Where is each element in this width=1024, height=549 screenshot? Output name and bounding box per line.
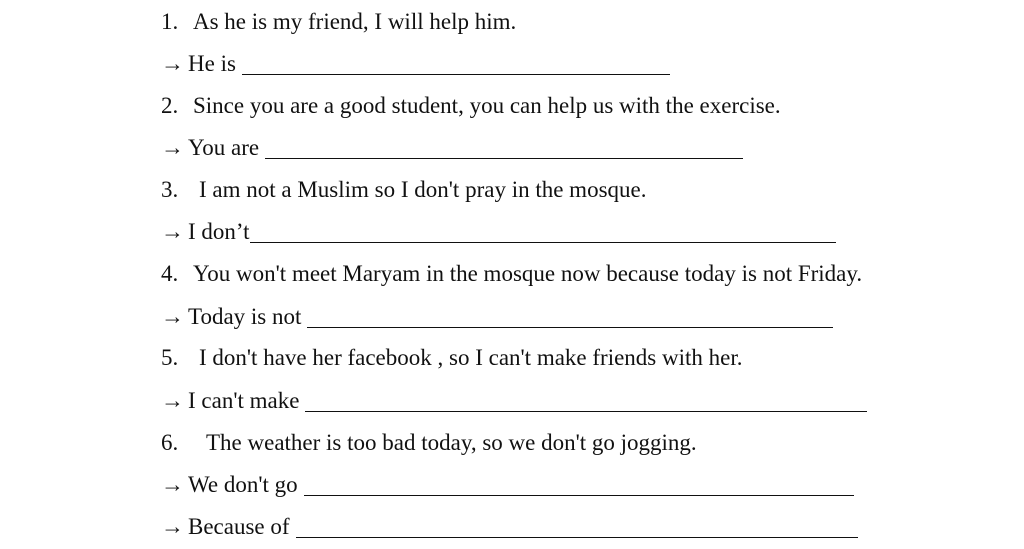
answer-line-2 <box>161 131 743 165</box>
exercise-3 <box>161 173 646 207</box>
exercise-number: 4. <box>161 261 179 286</box>
answer-line-5 <box>161 384 867 418</box>
exercise-sentence: You won't meet Maryam in the mosque now because today is not Friday. <box>193 261 863 286</box>
answer-blank[interactable] <box>307 305 833 328</box>
exercise-4 <box>161 257 862 291</box>
exercise-sentence: The weather is too bad today, so we don't go jogging. <box>206 430 697 455</box>
exercise-1 <box>161 5 516 39</box>
answer-prompt: Because of <box>188 514 290 539</box>
exercise-number: 1. <box>161 9 179 34</box>
answer-blank[interactable] <box>250 220 836 243</box>
answer-line-6b <box>161 510 858 544</box>
answer-blank[interactable] <box>242 52 670 75</box>
answer-blank[interactable] <box>265 136 743 159</box>
arrow-icon: → <box>161 51 184 76</box>
answer-blank[interactable] <box>304 473 854 496</box>
answer-prompt: We don't go <box>188 472 298 497</box>
arrow-icon: → <box>161 219 184 244</box>
answer-line-1 <box>161 47 670 81</box>
exercise-2 <box>161 89 781 123</box>
exercise-sentence: Since you are a good student, you can help us with the exercise. <box>193 93 781 118</box>
arrow-icon: → <box>161 388 184 413</box>
exercise-number: 5. <box>161 345 179 370</box>
answer-prompt: I don’t <box>188 219 250 244</box>
answer-line-3 <box>161 215 836 249</box>
exercise-sentence: I don't have her facebook , so I can't make friends with her. <box>199 345 743 370</box>
answer-prompt: Today is not <box>188 304 302 329</box>
answer-line-6a <box>161 468 854 502</box>
answer-prompt: You are <box>188 135 260 160</box>
exercise-number: 3. <box>161 177 179 202</box>
exercise-6 <box>161 426 697 460</box>
exercise-number: 2. <box>161 93 179 118</box>
answer-prompt: He is <box>188 51 236 76</box>
arrow-icon: → <box>161 514 184 539</box>
answer-blank[interactable] <box>305 389 867 412</box>
exercise-sentence: I am not a Muslim so I don't pray in the mosque. <box>199 177 647 202</box>
arrow-icon: → <box>161 135 184 160</box>
arrow-icon: → <box>161 304 184 329</box>
exercise-5 <box>161 341 743 375</box>
answer-line-4 <box>161 300 833 334</box>
answer-prompt: I can't make <box>188 388 300 413</box>
exercise-sentence: As he is my friend, I will help him. <box>193 9 517 34</box>
exercise-number: 6. <box>161 430 179 455</box>
arrow-icon: → <box>161 472 184 497</box>
answer-blank[interactable] <box>296 515 858 538</box>
